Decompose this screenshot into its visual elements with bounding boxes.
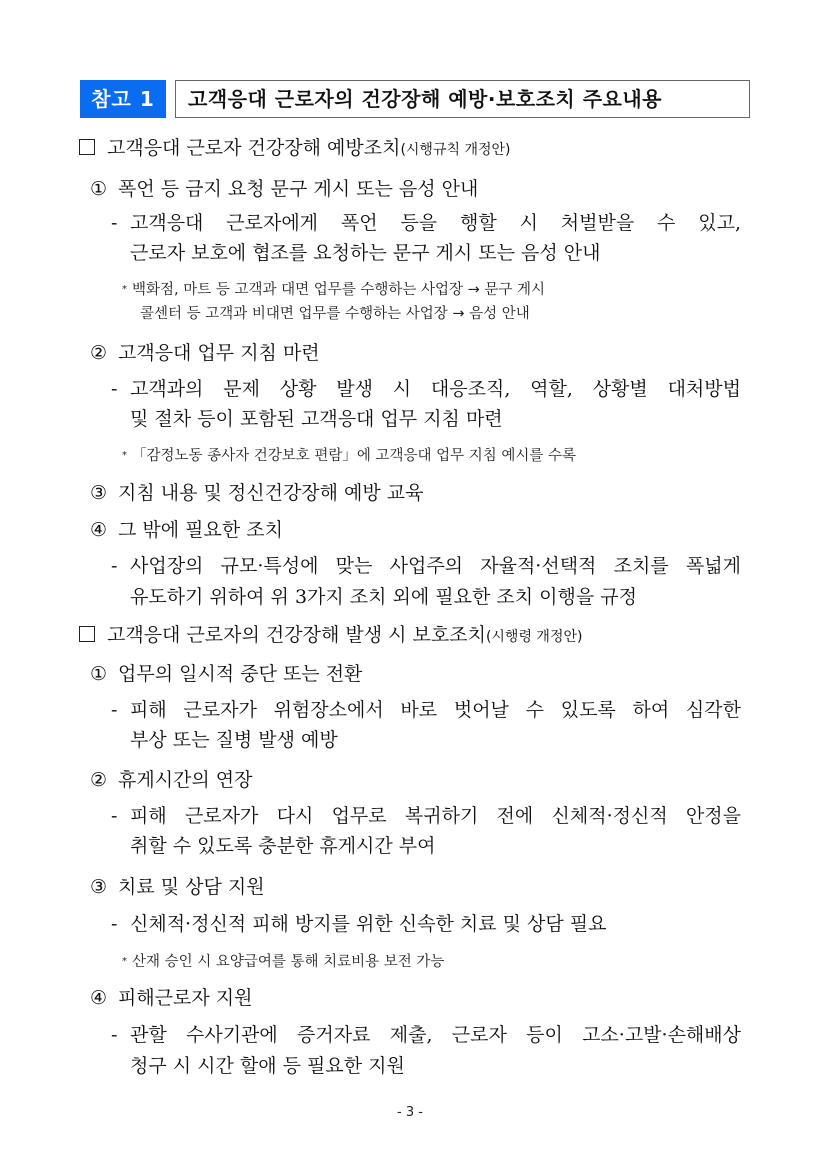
- item-number: ①: [90, 663, 108, 685]
- item-number: ③: [90, 482, 108, 504]
- item-number: ③: [90, 876, 108, 898]
- body-text: [111, 210, 741, 236]
- dash-bullet: -: [111, 378, 118, 400]
- body-text: [111, 697, 741, 723]
- body-text: [111, 803, 741, 829]
- reference-badge: 참고 1: [80, 80, 166, 118]
- item-heading: [90, 340, 320, 366]
- section-heading-protection: [79, 622, 582, 650]
- item-title: 휴게시간의 연장: [118, 769, 253, 791]
- asterisk-icon: *: [122, 284, 127, 295]
- item-title: 그 밖에 필요한 조치: [118, 519, 283, 541]
- dash-bullet: -: [111, 1024, 118, 1046]
- item-heading: [90, 176, 478, 202]
- body-text-continued: 부상 또는 질병 발생 예방: [130, 729, 338, 751]
- footnote-text: 백화점, 마트 등 고객과 대면 업무를 수행하는 사업장 → 문구 게시: [132, 282, 546, 298]
- body-text-line: 고객응대 근로자에게 폭언 등을 행할 시 처벌받을 수 있고,: [130, 212, 741, 234]
- item-heading: [90, 874, 265, 900]
- body-text-line: 관할 수사기관에 증거자료 제출, 근로자 등이 고소·고발·손해배상: [130, 1024, 741, 1046]
- footnote-continued: 콜센터 등 고객과 비대면 업무를 수행하는 사업장 → 음성 안내: [140, 306, 530, 322]
- body-text-line: 피해 근로자가 다시 업무로 복귀하기 전에 신체적·정신적 안정을: [130, 805, 741, 827]
- body-text-continued: 유도하기 위하여 위 3가지 조치 외에 필요한 조치 이행을 규정: [130, 586, 637, 608]
- body-text-line: 피해 근로자가 위험장소에서 바로 벗어날 수 있도록 하여 심각한: [130, 699, 741, 721]
- footnote-text: 산재 승인 시 요양급여를 통해 치료비용 보전 가능: [132, 954, 445, 970]
- item-title: 지침 내용 및 정신건강장해 예방 교육: [118, 482, 424, 504]
- section-suffix: (시행규칙 개정안): [400, 142, 511, 158]
- item-number: ②: [90, 342, 108, 364]
- footnote: [122, 280, 545, 300]
- section-heading-prevention: [79, 135, 510, 163]
- item-title: 고객응대 업무 지침 마련: [118, 342, 320, 364]
- item-heading: [90, 517, 283, 543]
- body-text: [111, 376, 741, 402]
- footnote-text: 「감정노동 종사자 건강보호 편람」에 고객응대 업무 지침 예시를 수록: [132, 448, 577, 464]
- item-title: 업무의 일시적 중단 또는 전환: [118, 663, 363, 685]
- page-title: 고객응대 근로자의 건강장해 예방·보호조치 주요내용: [175, 80, 750, 118]
- section-title: 고객응대 근로자 건강장해 예방조치: [107, 137, 401, 159]
- body-text-continued: 근로자 보호에 협조를 요청하는 문구 게시 또는 음성 안내: [130, 242, 601, 264]
- body-text-line: 신체적·정신적 피해 방지를 위한 신속한 치료 및 상담 필요: [130, 913, 607, 935]
- body-text: [111, 1022, 741, 1048]
- footnote: [122, 446, 576, 466]
- checkbox-square-icon: [79, 139, 95, 155]
- section-title: 고객응대 근로자의 건강장해 발생 시 보호조치: [107, 624, 486, 646]
- item-number: ①: [90, 178, 108, 200]
- item-title: 치료 및 상담 지원: [118, 876, 265, 898]
- item-heading: [90, 480, 424, 506]
- item-title: 피해근로자 지원: [118, 987, 253, 1009]
- item-number: ②: [90, 769, 108, 791]
- page-number: - 3 -: [397, 1105, 423, 1120]
- dash-bullet: -: [111, 699, 118, 721]
- asterisk-icon: *: [122, 450, 127, 461]
- dash-bullet: -: [111, 212, 118, 234]
- body-text-continued: 청구 시 시간 할애 등 필요한 지원: [130, 1055, 405, 1077]
- body-text-line: 고객과의 문제 상황 발생 시 대응조직, 역할, 상황별 대처방법: [130, 378, 741, 400]
- body-text: [111, 911, 741, 937]
- dash-bullet: -: [111, 913, 118, 935]
- asterisk-icon: *: [122, 956, 127, 967]
- body-text-continued: 및 절차 등이 포함된 고객응대 업무 지침 마련: [130, 408, 503, 430]
- item-number: ④: [90, 987, 108, 1009]
- item-heading: [90, 661, 362, 687]
- section-suffix: (시행령 개정안): [485, 629, 583, 645]
- item-title: 폭언 등 금지 요청 문구 게시 또는 음성 안내: [118, 178, 479, 200]
- dash-bullet: -: [111, 555, 118, 577]
- checkbox-square-icon: [79, 626, 95, 642]
- page-header: [80, 80, 738, 118]
- body-text: [111, 553, 741, 579]
- body-text-continued: 취할 수 있도록 충분한 휴게시간 부여: [130, 835, 436, 857]
- item-heading: [90, 985, 253, 1011]
- item-number: ④: [90, 519, 108, 541]
- body-text-line: 사업장의 규모·특성에 맞는 사업주의 자율적·선택적 조치를 폭넓게: [130, 555, 741, 577]
- footnote: [122, 952, 444, 972]
- dash-bullet: -: [111, 805, 118, 827]
- item-heading: [90, 767, 253, 793]
